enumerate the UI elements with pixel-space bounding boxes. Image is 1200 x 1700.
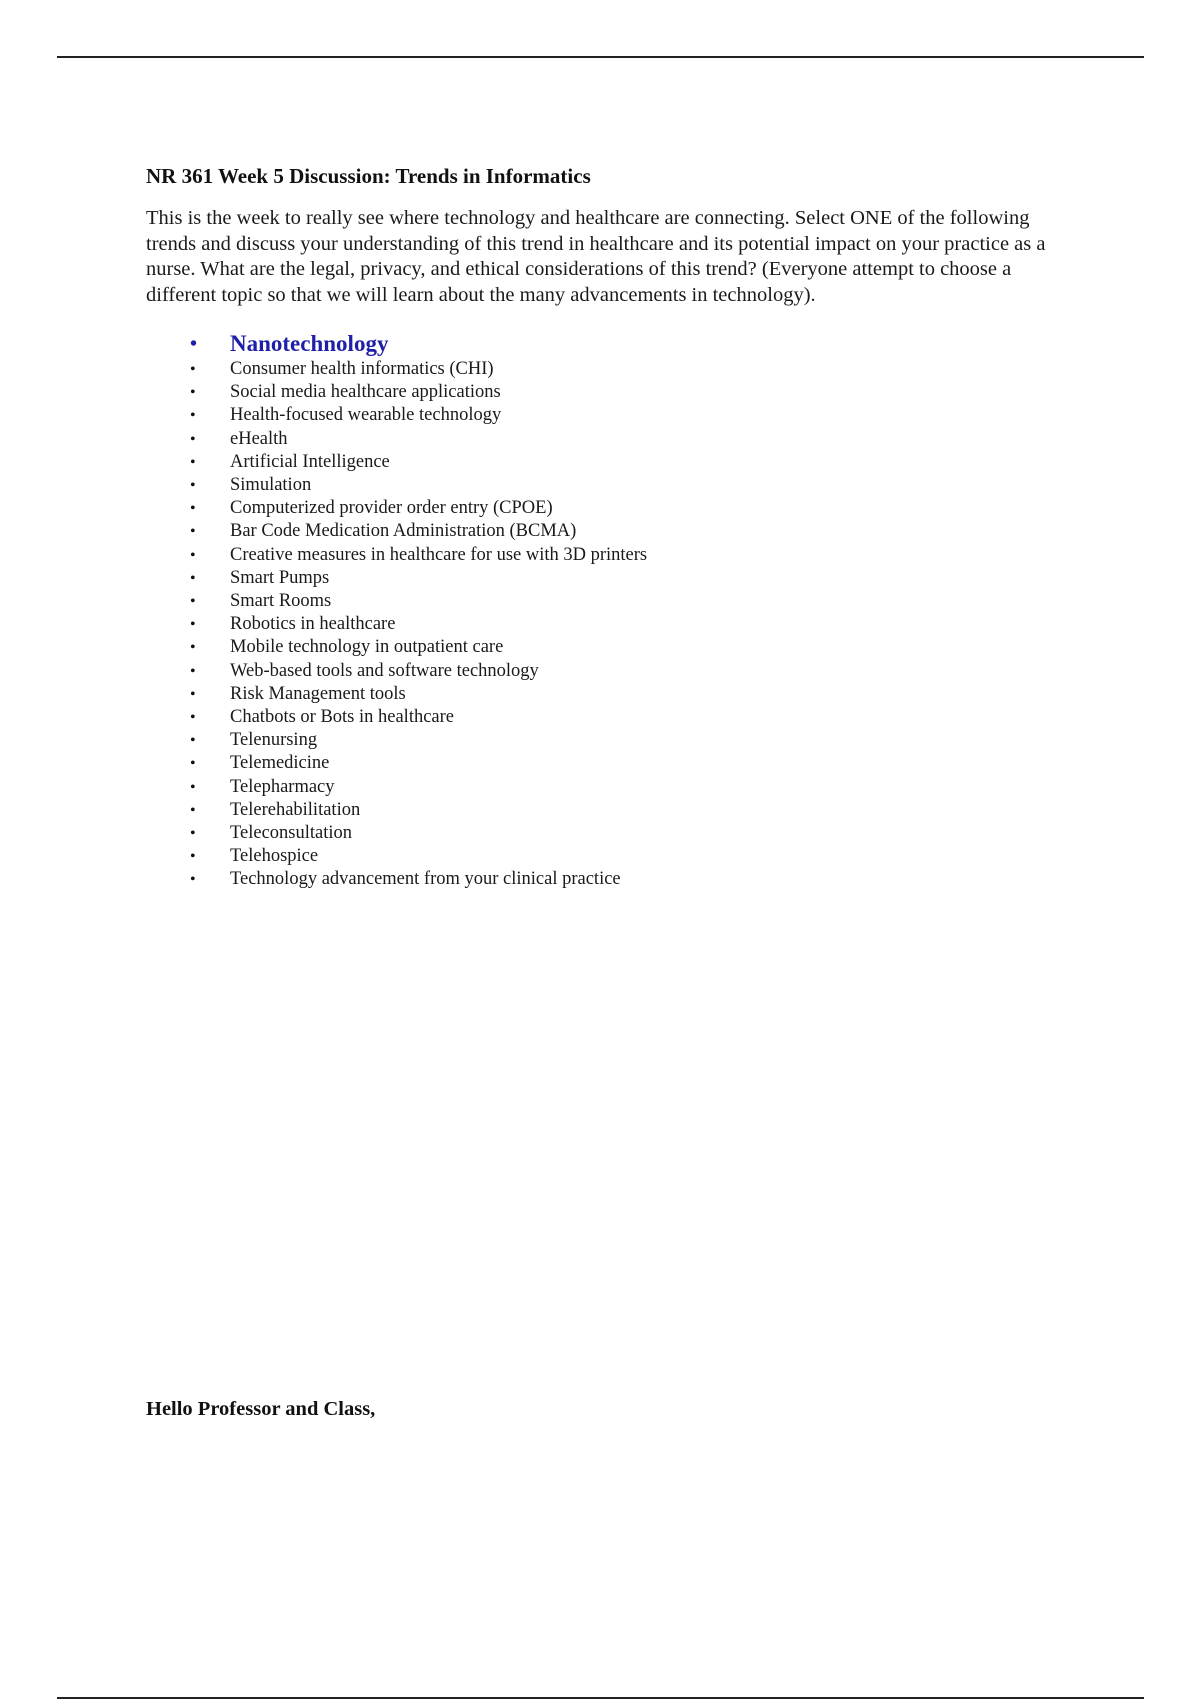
bullet-icon: • [190,848,196,866]
bullet-icon: • [190,407,196,425]
bullet-icon: • [190,755,196,773]
bullet-icon: • [190,801,196,819]
list-item-label: Chatbots or Bots in healthcare [230,707,455,728]
list-item [146,845,1076,868]
bullet-icon: • [190,778,196,796]
list-item-label: Bar Code Medication Administration (BCMA) [230,521,577,542]
bullet-icon: • [190,593,196,611]
bullet-icon: • [190,361,196,378]
greeting-text: Hello Professor and Class, [146,1398,376,1420]
list-item [146,451,1076,474]
bullet-icon: • [190,333,198,355]
list-item [146,381,1076,404]
list-item [146,520,1076,543]
list-item-label: Telerehabilitation [230,799,361,820]
list-item-label: Risk Management tools [230,683,406,704]
list-item [146,776,1076,799]
list-item-label: Technology advancement from your clinical practice [230,869,621,890]
list-item [146,752,1076,775]
list-item [146,474,1076,497]
list-item-label: Artificial Intelligence [230,451,390,472]
list-item-label: Telehospice [230,846,319,867]
list-item-label: Consumer health informatics (CHI) [230,359,494,379]
list-item [146,706,1076,729]
document-title: NR 361 Week 5 Discussion: Trends in Informatics [146,164,591,188]
list-item-label: Web-based tools and software technology [230,660,539,681]
document-body [146,163,1076,892]
bullet-icon: • [190,616,196,634]
list-item [146,729,1076,752]
list-item [146,428,1076,451]
bullet-icon: • [190,732,196,750]
list-item [146,330,1076,358]
list-item-label: Teleconsultation [230,823,353,844]
list-item [146,590,1076,613]
list-item [146,868,1076,891]
bullet-icon: • [190,662,196,680]
list-item [146,636,1076,659]
footer-rule [57,1697,1144,1699]
bullet-icon: • [190,453,196,471]
list-item-label: eHealth [230,428,288,449]
list-item-label: Telepharmacy [230,776,335,797]
list-item-label: Robotics in healthcare [230,614,396,635]
list-item-label: Mobile technology in outpatient care [230,637,504,658]
bullet-icon: • [190,639,196,657]
list-item-label: Social media healthcare applications [230,382,501,403]
list-item [146,822,1076,845]
bullet-icon: • [190,871,196,889]
list-item [146,544,1076,567]
list-item-label: Smart Rooms [230,591,332,612]
list-item [146,799,1076,822]
list-item [146,683,1076,706]
bullet-icon: • [190,569,196,587]
trend-list [146,330,1076,892]
bullet-icon: • [190,500,196,518]
list-item [146,497,1076,520]
list-item [146,567,1076,590]
list-item-label: Creative measures in healthcare for use with 3D printers [230,544,648,565]
bullet-icon: • [190,477,196,495]
bullet-icon: • [190,384,196,402]
list-item-label: Simulation [230,475,312,496]
bullet-icon: • [190,709,196,727]
bullet-icon: • [190,430,196,448]
list-item-label: Smart Pumps [230,567,330,588]
list-item-label: Telenursing [230,730,318,751]
list-item-label: Nanotechnology [230,331,389,356]
bullet-icon: • [190,523,196,541]
header-rule [57,56,1144,58]
intro-paragraph: This is the week to really see where technology and healthcare are connecting. Select ONE of the following trends and discuss your understanding of this trend in healthcare and its potential impact on your practice as a nurse. What are the legal, privacy, and ethical considerations of this trend? (Everyone attempt to choose a different topic so that we will learn about the many advancements in technology). [146,207,1046,306]
list-item [146,613,1076,636]
bullet-icon: • [190,685,196,703]
bullet-icon: • [190,546,196,564]
list-item-label: Health-focused wearable technology [230,405,502,426]
list-item [146,660,1076,683]
list-item [146,404,1076,427]
bullet-icon: • [190,825,196,843]
list-item-label: Computerized provider order entry (CPOE) [230,498,553,519]
list-item [146,358,1076,381]
list-item-label: Telemedicine [230,753,330,774]
